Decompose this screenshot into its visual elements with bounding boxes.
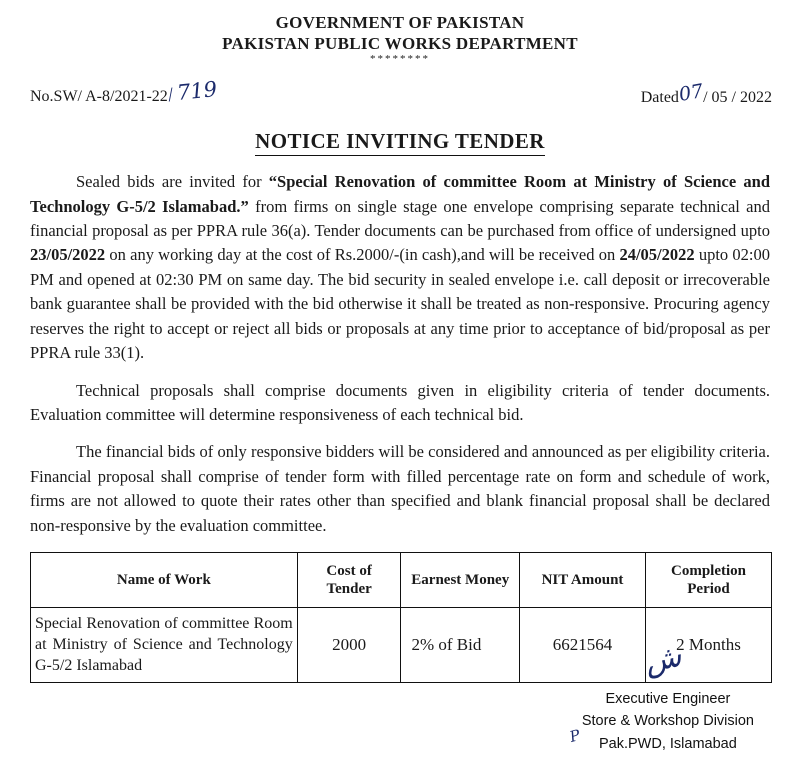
paragraph-3: The financial bids of only responsive bidders will be considered and announced as per eligibility criteria. Financial proposal shall comprise of tender form with filled percentage rate on form and schedule of work, firms are not allowed to quote their rates other than specified and blank financial proposal shall be declared non-responsive by the evaluation committee. bbox=[30, 442, 770, 535]
government-line: GOVERNMENT OF PAKISTAN bbox=[275, 13, 525, 32]
signatory-division: Store & Workshop Division bbox=[581, 713, 754, 730]
star-divider: ******** bbox=[370, 52, 430, 65]
document-page bbox=[0, 12, 800, 773]
p1-part-d: upto 02:00 PM and opened at 02:30 PM on same day. The bid security in sealed envelope i.e. call deposit or irrecoverable bank guarantee shall be provided with the bid otherwise it shall be treated as non-responsive. Procuring agency reserves the right to accept or reject all bids or proposals at any time prior to acceptance of bid/proposal as per PPRA rule 33(1). bbox=[30, 245, 770, 363]
document-header bbox=[0, 12, 800, 66]
column-header-earnest-money: Earnest Money bbox=[401, 552, 520, 607]
p1-part-a: Sealed bids are invited for bbox=[76, 172, 269, 192]
signature-scribble: ش bbox=[641, 638, 685, 681]
date-rest: / 05 / 2022 bbox=[703, 89, 772, 107]
reference-date-row bbox=[30, 77, 772, 107]
department-line: PAKISTAN PUBLIC WORKS DEPARTMENT bbox=[222, 34, 578, 54]
date-day-handwritten: 07 bbox=[677, 80, 705, 107]
p1-bold-project-title: “Special Renovation of committee Room at Ministry of Science and Technology G-5/2 Islamabad.” bbox=[30, 172, 770, 216]
reference-number bbox=[30, 77, 219, 107]
cell-cost-of-tender: 2000 bbox=[297, 607, 401, 682]
paragraph-2: Technical proposals shall comprise documents given in eligibility criteria of tender documents. Evaluation committee will determine responsiveness of each technical bid. bbox=[30, 380, 770, 424]
p1-part-c: on any working day at the cost of Rs.2000/-(in cash),and will be received on bbox=[105, 245, 620, 265]
document-body bbox=[30, 170, 770, 538]
pen-mark: P bbox=[567, 725, 582, 746]
signatory-designation: Executive Engineer bbox=[605, 690, 731, 707]
p1-bold-purchase-date: 23/05/2022 bbox=[30, 245, 106, 265]
date-label: Dated bbox=[640, 89, 679, 107]
column-header-nit-amount: NIT Amount bbox=[520, 552, 646, 607]
p1-bold-receive-date: 24/05/2022 bbox=[619, 245, 695, 265]
tender-table-head bbox=[31, 552, 772, 607]
cell-earnest-money: 2% of Bid bbox=[401, 607, 520, 682]
signatory-office bbox=[567, 725, 754, 755]
document-date bbox=[640, 80, 772, 107]
page-title-text: NOTICE INVITING TENDER bbox=[255, 129, 545, 156]
cell-completion-period: 2 Months bbox=[646, 607, 772, 682]
table-header-row bbox=[31, 552, 772, 607]
cell-nit-amount: 6621564 bbox=[520, 607, 646, 682]
paragraph-1 bbox=[30, 170, 770, 365]
cell-name-of-work: Special Renovation of committee Room at Ministry of Science and Technology G-5/2 Islamabad bbox=[31, 607, 298, 682]
column-header-cost-of-tender: Cost of Tender bbox=[297, 552, 401, 607]
column-header-name-of-work: Name of Work bbox=[31, 552, 298, 607]
reference-slash: / bbox=[166, 83, 175, 107]
page-title bbox=[0, 129, 800, 154]
reference-handwritten-number: 719 bbox=[176, 77, 219, 106]
reference-label: No.SW/ A-8/2021-22 bbox=[30, 88, 168, 106]
p1-part-b: from firms on single stage one envelope comprising separate technical and financial proposal as per PPRA rule 36(a). Tender documents can be purchased from office of undersigned upto bbox=[30, 196, 770, 241]
signatory-office-text: Pak.PWD, Islamabad bbox=[599, 735, 737, 752]
column-header-completion-period: Completion Period bbox=[646, 552, 772, 607]
